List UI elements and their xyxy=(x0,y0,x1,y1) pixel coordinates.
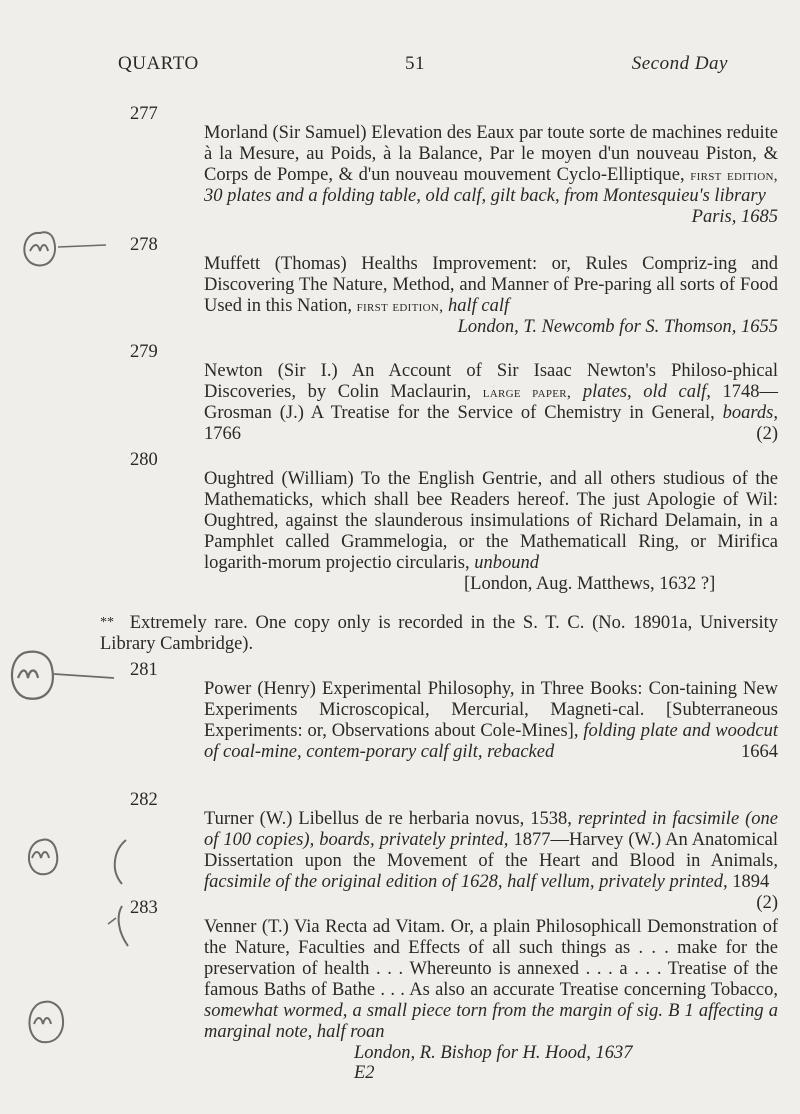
lot-date: 1766 xyxy=(204,423,241,444)
lot-note: Extremely rare. One copy only is recorded in the S. T. C. (No. 18901a, University Library Cambridge). xyxy=(100,613,779,654)
lot-description: unbound xyxy=(474,552,539,573)
pencil-mark-icon xyxy=(18,998,98,1048)
lot-title-second: 1748—Grosman (J.) A Treatise for the Service of Chemistry in General, xyxy=(204,381,779,423)
lot-title: Power (Henry) Experimental Philosophy, in Three Books: Con-taining New Experiments Microscopical, Mercurial, Magneti-cal. [Subterraneous Experiments: or, Observations about Cole-Mines], xyxy=(204,678,778,741)
lot-title: Morland (Sir Samuel) Elevation des Eaux par toute sorte de machines reduite à la Mesure, au Poids, à la Balance, Par le moyen d'un nouveau Piston, & Corps de Pompe, & d'un nouveau mouvement Cyclo-Elliptique, xyxy=(204,122,778,185)
signature-mark: E2 xyxy=(354,1062,375,1083)
lot-edition: first edition, xyxy=(690,166,778,184)
lot-imprint: London, T. Newcomb for S. Thomson, 1655 xyxy=(457,316,778,337)
lot-number: 282 xyxy=(130,790,158,810)
lot-description: reprinted in facsimile (one of 100 copies), boards, privately printed, xyxy=(204,808,779,850)
lot-title: Turner (W.) Libellus de re herbaria novus, 1538, xyxy=(204,808,572,829)
lot-description: 30 plates and a folding table, old calf, gilt back, from Montesquieu's library xyxy=(204,185,766,206)
header-day: Second Day xyxy=(631,53,728,74)
lot-281 xyxy=(118,660,778,781)
lot-date: 1894 xyxy=(732,871,770,892)
lot-title-second: 1877—Harvey (W.) An Anatomical Dissertation upon the Movement of the Heart and Blood in Animals, xyxy=(204,829,779,871)
lot-number: 281 xyxy=(130,660,158,680)
asterisk-icon: ** xyxy=(100,615,114,630)
lot-title: Oughtred (William) To the English Gentrie, and all others studious of the Mathematicks, which shall bee Readers hereof. The just Apologie of Wil: Oughtred, against the slaunderous insimulations of Richard Delamain, in a Pamphlet called Grammelogia, or the Mathematicall Ring, or Mirifica logarith-morum projectio circularis, xyxy=(204,468,778,573)
lot-title: Newton (Sir I.) An Account of Sir Isaac Newton's Philoso-phical Discoveries, by Colin Maclaurin, xyxy=(204,360,778,402)
lot-number: 279 xyxy=(130,342,158,362)
lot-278 xyxy=(118,235,778,338)
lot-number: 280 xyxy=(130,450,158,470)
lot-description: somewhat wormed, a small piece torn from the margin of sig. B 1 affecting a marginal note, half roan xyxy=(204,1000,778,1042)
lot-280 xyxy=(100,450,779,655)
lot-title: Venner (T.) Via Recta ad Vitam. Or, a plain Philosophicall Demonstration of the Nature, Faculties and Effects of all such things as . . . make for the preservation of health . . . Whereunto is annexed . . . a . . . Treatise of the famous Baths of Bathe . . . As also an accurate Treatise concerning Tobacco, xyxy=(204,916,778,1000)
lot-number: 278 xyxy=(130,235,158,255)
lot-description: half calf xyxy=(448,295,510,316)
lot-description-second: boards, xyxy=(722,402,778,423)
lot-description: folding plate and woodcut of coal-mine, contem-porary calf gilt, rebacked xyxy=(204,720,778,762)
lot-number: 277 xyxy=(130,104,158,124)
lot-imprint: London, R. Bishop for H. Hood, 1637 xyxy=(354,1042,633,1063)
lot-277 xyxy=(118,104,778,245)
lot-edition: first edition, xyxy=(356,297,444,315)
pencil-mark-icon xyxy=(2,648,120,706)
lot-description-second: facsimile of the original edition of 1628, half vellum, privately printed, xyxy=(204,871,728,892)
lot-count: (2) xyxy=(756,423,778,444)
lot-number: 283 xyxy=(130,898,158,918)
page-number: 51 xyxy=(405,53,425,74)
pencil-mark-icon xyxy=(10,225,110,275)
page-header xyxy=(118,53,728,81)
lot-description: plates, old calf, xyxy=(582,381,711,402)
lot-edition: large paper, xyxy=(482,383,572,401)
header-section: QUARTO xyxy=(118,53,199,74)
lot-imprint: [London, Aug. Matthews, 1632 ?] xyxy=(464,573,716,594)
lot-title: Muffett (Thomas) Healths Improvement: or, Rules Compriz-ing and Discovering The Nature, Method, and Manner of Pre-paring all sorts of Food Used in this Nation, xyxy=(204,253,778,316)
lot-283 xyxy=(118,898,778,1101)
lot-282 xyxy=(118,790,778,914)
lot-279 xyxy=(118,342,778,463)
lot-imprint: Paris, 1685 xyxy=(691,206,778,227)
lot-date: 1664 xyxy=(741,741,778,762)
lot-count: (2) xyxy=(756,892,778,913)
